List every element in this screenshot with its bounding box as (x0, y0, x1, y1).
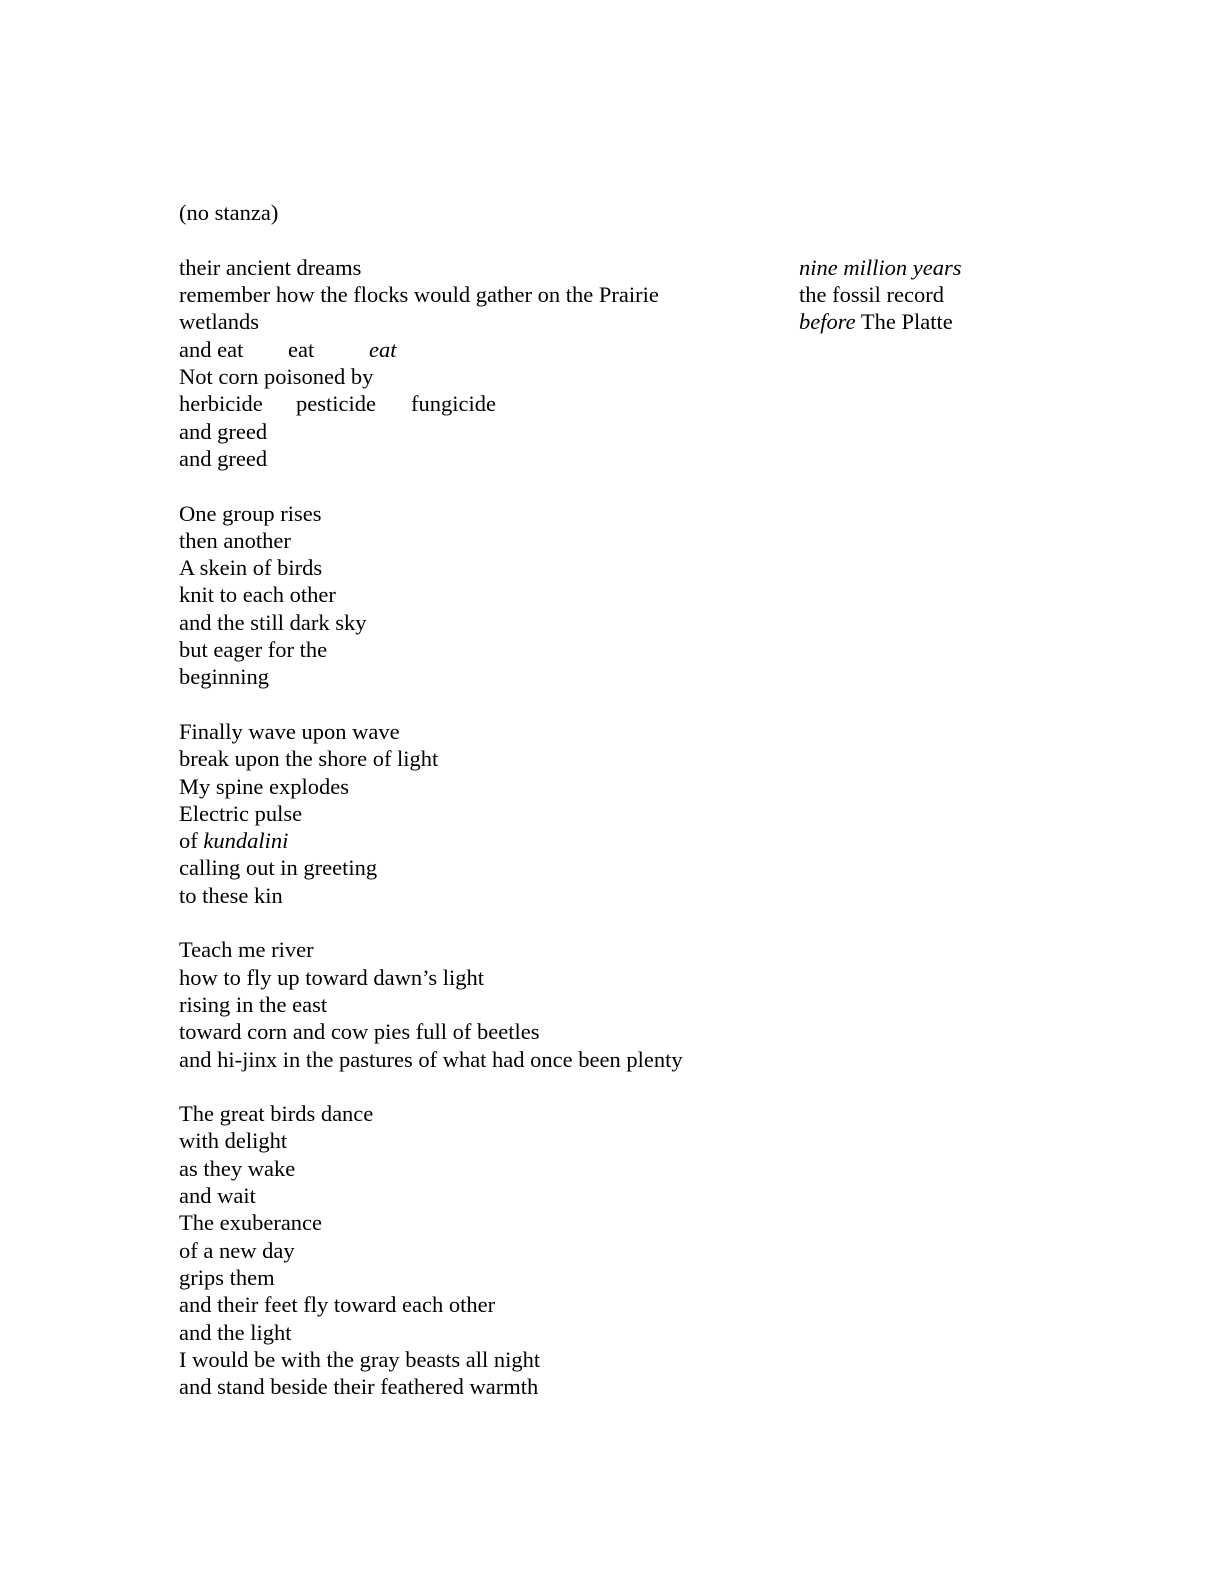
poem-line: Finally wave upon wave (179, 719, 400, 744)
margin-note: the fossil record (799, 282, 944, 307)
poem-line: and greed (179, 419, 268, 444)
poem-line: Electric pulse (179, 801, 303, 826)
poem-line: and the light (179, 1320, 292, 1345)
poem-line: toward corn and cow pies full of beetles (179, 1019, 540, 1044)
poem-line: of a new day (179, 1238, 295, 1263)
poem-line: but eager for the (179, 637, 328, 662)
poem-line: their ancient dreams (179, 255, 362, 280)
poem-line: and stand beside their feathered warmth (179, 1374, 539, 1399)
poem-line: The exuberance (179, 1210, 323, 1235)
poem-line: knit to each other (179, 582, 336, 607)
poem-line: and hi-jinx in the pastures of what had once been plenty (179, 1047, 683, 1072)
poem-line: wetlands (179, 309, 259, 334)
poem-line: calling out in greeting (179, 855, 378, 880)
poem-word: herbicide (179, 391, 263, 416)
poem-line: and the still dark sky (179, 610, 367, 635)
poem-line: with delight (179, 1128, 288, 1153)
poem-word-italic: eat (369, 337, 397, 362)
poem-line: rising in the east (179, 992, 328, 1017)
poem-line: then another (179, 528, 291, 553)
margin-note (799, 308, 953, 335)
poem-line: beginning (179, 664, 269, 689)
poem-line: as they wake (179, 1156, 296, 1181)
poem-line: Teach me river (179, 937, 314, 962)
poem-line: and wait (179, 1183, 256, 1208)
poem-word-italic: kundalini (203, 828, 289, 853)
margin-note-italic: before (799, 309, 856, 334)
poem-word: fungicide (411, 391, 496, 416)
poem-line: The great birds dance (179, 1101, 374, 1126)
poem-line: and their feet fly toward each other (179, 1292, 496, 1317)
poem-line: Not corn poisoned by (179, 364, 374, 389)
poem-line: break upon the shore of light (179, 746, 439, 771)
poem-line: A skein of birds (179, 555, 323, 580)
stanza-note: (no stanza) (179, 200, 279, 225)
poem-line-kundalini (179, 827, 288, 854)
poem-line: I would be with the gray beasts all night (179, 1347, 541, 1372)
poem-word: and eat (179, 337, 244, 362)
poem-line-cides (179, 390, 579, 417)
poem-line: grips them (179, 1265, 275, 1290)
margin-note-text: The Platte (855, 309, 953, 334)
poem-line: My spine explodes (179, 774, 349, 799)
poem-word: pesticide (296, 391, 376, 416)
poem-line: remember how the flocks would gather on the Prairie (179, 282, 659, 307)
margin-note: nine million years (799, 255, 962, 280)
poem-line: One group rises (179, 501, 322, 526)
poem-line-eat (179, 336, 479, 363)
poem-line: how to fly up toward dawn’s light (179, 965, 484, 990)
poem-line: and greed (179, 446, 268, 471)
poem-word: of (179, 828, 204, 853)
poem-word: eat (288, 337, 315, 362)
poem-line: to these kin (179, 883, 283, 908)
